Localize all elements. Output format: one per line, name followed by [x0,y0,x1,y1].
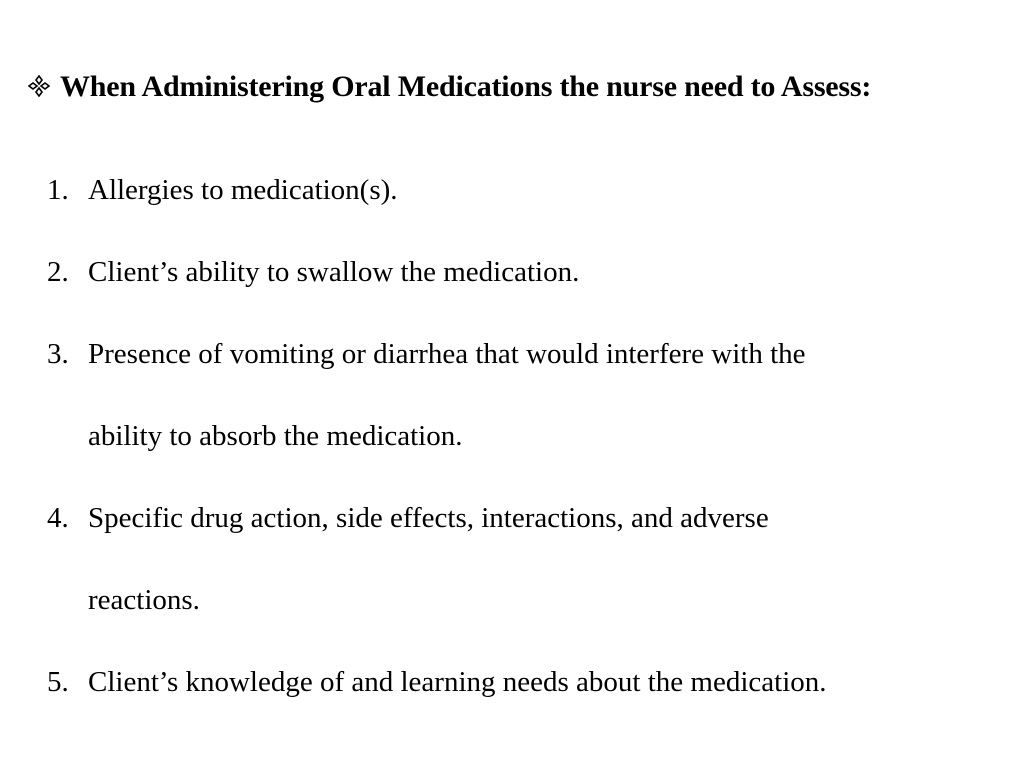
heading-text: When Administering Oral Medications the nurse need to Assess: [60,70,872,103]
list-item-3 [0,338,1024,378]
list-item-text: Client’s knowledge of and learning needs about the medication. [88,666,827,698]
list-item-text: Specific drug action, side effects, interactions, and adverse [88,502,769,534]
list-item-text: Client’s ability to swallow the medication. [88,256,580,288]
list-item-text: ability to absorb the medication. [88,420,463,452]
slide-heading [28,70,871,104]
list-item-2 [0,256,1024,296]
list-item-text: Allergies to medication(s). [88,174,398,206]
list-item-text: reactions. [88,584,200,616]
list-item-4 [0,502,1024,542]
four-diamond-bullet-icon [28,75,50,97]
list-item-number: 3. [47,338,69,370]
list-item-5 [0,666,1024,706]
list-item-4-continuation [0,584,1024,624]
list-item-number: 1. [47,174,69,206]
list-item-1 [0,174,1024,214]
list-item-number: 2. [47,256,69,288]
list-item-3-continuation [0,420,1024,460]
list-item-text: Presence of vomiting or diarrhea that would interfere with the [88,338,806,370]
list-item-number: 4. [47,502,69,534]
list-item-number: 5. [47,666,69,698]
